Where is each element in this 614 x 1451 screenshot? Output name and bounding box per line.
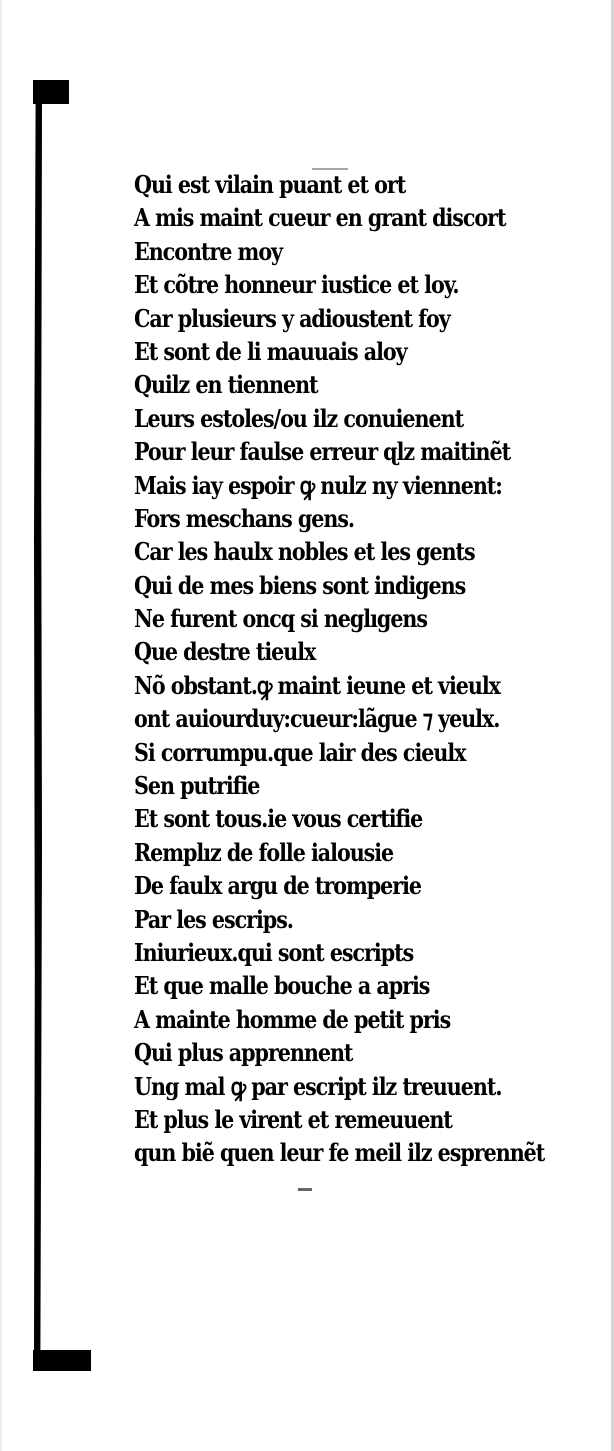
verse-line: Qui plus apprennent: [134, 1038, 353, 1068]
verse-line: Mais iay espoir ꝙ nulz ny viennent:: [134, 470, 502, 500]
verse-line: Qui est vilain puant et ort: [134, 170, 406, 199]
verse-line: A mainte homme de petit pris: [134, 1004, 451, 1034]
verse-line: ont auiourduy:cueur:lãgue ⁊ yeulx.: [134, 704, 500, 734]
verse-line: Et plus le virent et remeuuent: [134, 1104, 452, 1134]
page-left-edge: [0, 0, 2, 1451]
verse-text-block: [134, 168, 594, 1170]
verse-line: Et sont tous.ie vous certifie: [134, 804, 423, 834]
ink-speck: [298, 1188, 312, 1191]
verse-line: Car plusieurs y adioustent foy: [134, 303, 450, 333]
verse-line: Ne furent oncq si neglıgens: [134, 604, 427, 634]
verse-line: Qui de mes biens sont indigens: [134, 570, 466, 600]
verse-line: Iniurieux.qui sont escripts: [134, 937, 414, 967]
verse-line: qun biẽ quen leur fe meil ilz esprennẽt: [134, 1138, 545, 1168]
verse-line: Quilz en tiennent: [134, 370, 318, 400]
margin-rule-bottom-cap: [33, 1350, 91, 1371]
verse-line: Et cõtre honneur iustice et loy.: [134, 270, 459, 300]
verse-line: Encontre moy: [134, 236, 283, 266]
verse-line: Que destre tieulx: [134, 637, 316, 667]
verse-line: De faulx argu de tromperie: [134, 871, 422, 901]
verse-line: Si corrumpu.que lair des cieulx: [134, 737, 466, 767]
verse-line: Sen putrifie: [134, 771, 260, 801]
verse-line: A mis maint cueur en grant discort: [134, 203, 506, 233]
verse-line: Remplız de folle ialousie: [134, 837, 394, 867]
verse-line: Ung mal ꝙ par escript ilz treuuent.: [134, 1071, 502, 1101]
margin-rule-vertical: [34, 100, 42, 1350]
verse-line: Fors meschans gens.: [134, 503, 355, 533]
verse-line: Et que malle bouche a apris: [134, 971, 430, 1001]
verse-line: Leurs estoles/ou ilz conuienent: [134, 403, 464, 433]
verse-line: Car les haulx nobles et les gents: [134, 537, 475, 567]
verse-line: Et sont de li mauuais aloy: [134, 336, 407, 366]
verse-line: Par les escrips.: [134, 904, 293, 934]
verse-line: Nõ obstant.ꝙ maint ieune et vieulx: [134, 670, 500, 700]
verse-line: Pour leur faulse erreur ɋlz maitinẽt: [134, 437, 511, 467]
